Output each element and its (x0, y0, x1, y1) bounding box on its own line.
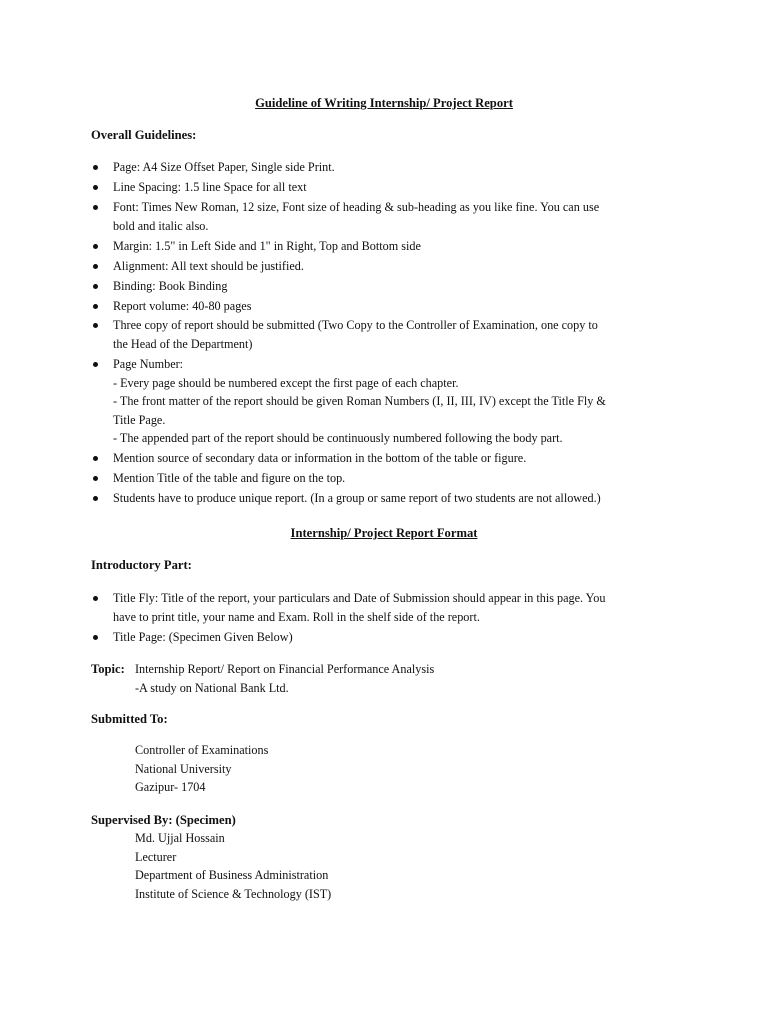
submitted-to-heading: Submitted To: (91, 712, 168, 726)
supervised-by-heading: Supervised By: (Specimen) (91, 813, 236, 827)
guideline-item (91, 297, 691, 316)
guideline-item (91, 178, 691, 197)
guideline-item (91, 198, 691, 235)
topic-label: Topic: (91, 662, 125, 676)
guideline-item-text: bold and italic also. (113, 218, 209, 233)
submitted-to-line: National University (135, 761, 232, 776)
guideline-item-text: Mention source of secondary data or information in the bottom of the table or figure. (113, 451, 527, 466)
guideline-item-text: Binding: Book Binding (113, 278, 228, 293)
introductory-part-heading: Introductory Part: (91, 558, 192, 572)
guideline-item-text: Students have to produce unique report. (In a group or same report of two students are not allowed.) (113, 491, 601, 506)
intro-item-text: Title Page: (Specimen Given Below) (113, 629, 293, 644)
guideline-item-text: Title Page. (113, 412, 166, 427)
guideline-item-text: Page Number: (113, 357, 184, 372)
intro-item-text: Title Fly: Title of the report, your particulars and Date of Submission should appear in this page. You (113, 591, 606, 605)
topic-line: Internship Report/ Report on Financial Performance Analysis (135, 662, 435, 676)
guideline-item-text: Mention Title of the table and figure on the top. (113, 471, 346, 486)
format-title: Internship/ Project Report Format (290, 526, 478, 540)
guideline-item-text: the Head of the Department) (113, 337, 253, 352)
submitted-to-line: Gazipur- 1704 (135, 780, 206, 795)
guideline-item-text: Font: Times New Roman, 12 size, Font size of heading & sub-heading as you like fine. You can use (113, 199, 600, 214)
document-title: Guideline of Writing Internship/ Project Report (255, 96, 513, 110)
intro-item (91, 628, 691, 647)
guideline-item (91, 489, 691, 508)
submitted-to-block (135, 741, 268, 797)
supervisor-line: Department of Business Administration (135, 868, 329, 883)
guideline-item-text: - The appended part of the report should be continuously numbered following the body part. (113, 431, 563, 446)
guideline-item-text: - Every page should be numbered except the first page of each chapter. (113, 375, 459, 390)
guideline-item (91, 257, 691, 276)
guideline-item-text: Alignment: All text should be justified. (113, 258, 304, 273)
intro-item-text: have to print title, your name and Exam. Roll in the shelf side of the report. (113, 609, 480, 624)
guideline-item-text: Line Spacing: 1.5 line Space for all text (113, 179, 307, 194)
introductory-list (91, 589, 691, 648)
guideline-item (91, 449, 691, 468)
topic-block (135, 660, 434, 697)
guideline-item (91, 355, 691, 448)
supervisor-line: Md. Ujjal Hossain (135, 831, 225, 845)
guideline-item (91, 277, 691, 296)
guideline-item (91, 237, 691, 256)
guideline-item (91, 316, 691, 353)
guideline-item (91, 469, 691, 488)
guideline-item-text: Margin: 1.5" in Left Side and 1" in Right, Top and Bottom side (113, 238, 421, 253)
supervisor-line: Institute of Science & Technology (IST) (135, 886, 332, 901)
guideline-item-text: Page: A4 Size Offset Paper, Single side Print. (113, 160, 335, 174)
supervisor-line: Lecturer (135, 849, 177, 864)
guidelines-list (91, 158, 691, 509)
topic-line: -A study on National Bank Ltd. (135, 680, 289, 695)
guideline-item-text: Three copy of report should be submitted (Two Copy to the Controller of Examination, one copy to (113, 318, 598, 333)
submitted-to-line: Controller of Examinations (135, 743, 269, 757)
guideline-item (91, 158, 691, 177)
overall-guidelines-heading: Overall Guidelines: (91, 128, 197, 142)
guideline-item-text: - The front matter of the report should be given Roman Numbers (I, II, III, IV) except the Title Fly & (113, 394, 606, 409)
intro-item (91, 589, 691, 626)
guideline-item-text: Report volume: 40-80 pages (113, 298, 252, 313)
supervised-by-block (135, 829, 331, 903)
